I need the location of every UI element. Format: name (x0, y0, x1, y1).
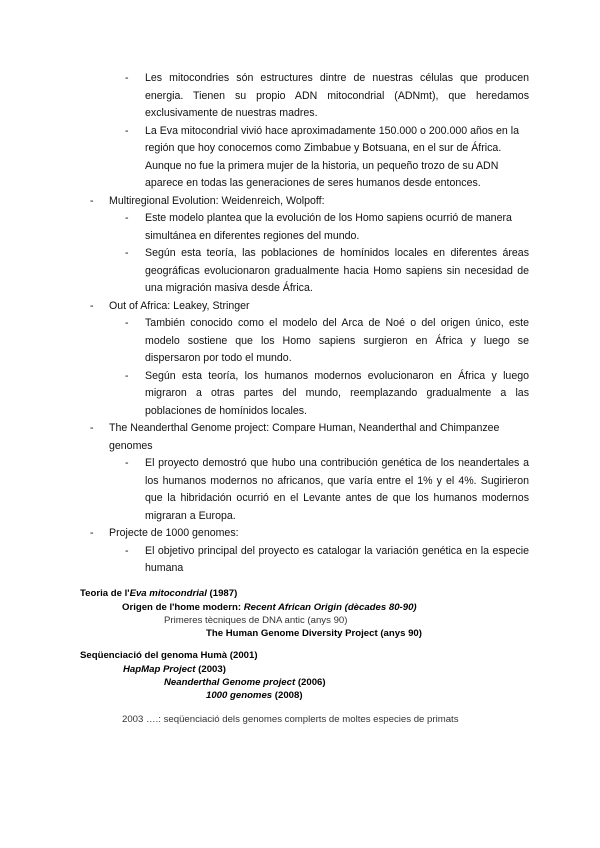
dash-bullet: - (90, 422, 94, 434)
dash-bullet: - (125, 72, 129, 84)
dash-bullet: - (125, 317, 129, 329)
dash-bullet: - (90, 194, 94, 207)
dash-bullet: - (125, 247, 129, 259)
list-item-text: Este modelo plantea que la evolución de los Homo sapiens ocurrió de manera simultánea en diferentes regiones del mundo. (145, 212, 512, 242)
list-item (0, 525, 600, 543)
dash-bullet: - (90, 527, 94, 539)
dash-bullet: - (90, 299, 94, 312)
list-item (0, 315, 600, 368)
list-item (0, 193, 600, 211)
dash-bullet: - (125, 457, 129, 469)
list-item-text: Según esta teoría, los humanos modernos evolucionaron en África y luego migraron a otras partes del mundo, reemplazando gradualmente a las poblaciones de homínidos locales. (145, 369, 529, 417)
dash-bullet: - (125, 369, 129, 382)
list-item (0, 123, 600, 193)
list-item (0, 70, 600, 123)
dash-bullet: - (125, 124, 129, 137)
list-item-text: El objetivo principal del proyecto es catalogar la variación genética en la especie humana (145, 544, 529, 574)
figure-line-1000-genomes: 1000 genomes (2008) (206, 690, 303, 701)
list-item (0, 420, 600, 455)
list-item-text: También conocido como el modelo del Arca de Noé o del origen único, este modelo sostiene que los Homo sapiens surgieron en África y luego se dispersaron por todo el mundo. (145, 317, 529, 364)
figure-line-neanderthal: Neanderthal Genome project (2006) (164, 677, 326, 688)
list-item (0, 245, 600, 298)
figure-line-primates: 2003 ….: seqüenciació dels genomes complerts de moltes especies de primats (122, 714, 459, 725)
list-heading: The Neanderthal Genome project: Compare Human, Neanderthal and Chimpanzee genomes (109, 422, 500, 452)
bullet-list (0, 70, 600, 578)
figure-line-hapmap: HapMap Project (2003) (123, 664, 226, 675)
list-item (0, 368, 600, 421)
list-heading: Out of Africa: Leakey, Stringer (109, 299, 250, 312)
dash-bullet: - (125, 212, 129, 224)
list-heading: Multiregional Evolution: Weidenreich, Wolpoff: (109, 194, 325, 207)
list-item-text: Según esta teoría, las poblaciones de homínidos locales en diferentes áreas geográficas evolucionaron gradualmente hacia Homo sapiens sin necesidad de una migración masiva desde África. (145, 247, 529, 294)
list-item-text: El proyecto demostró que hubo una contribución genética de los neandertales a los humanos modernos no africanos, que varía entre el 1% y el 4%. Sugirieron que la hibridación ocurrió en el Levante antes de que los humanos modernos migraran a Europa. (145, 457, 529, 522)
list-heading: Projecte de 1000 genomes: (109, 527, 239, 539)
figure-line-human-genome: Seqüenciació del genoma Humà (2001) (80, 650, 258, 661)
list-item (0, 543, 600, 578)
list-item-text: Les mitocondries són estructures dintre de nuestras células que producen energia. Tienen su propio ADN mitocondrial (ADNmt), que heredamos exclusivamente de nuestras madres. (145, 72, 529, 119)
list-item (0, 455, 600, 525)
figure-line-hgdp: The Human Genome Diversity Project (anys 90) (206, 628, 422, 639)
list-item (0, 210, 600, 245)
dash-bullet: - (125, 544, 129, 557)
figure-line-eva: Teoria de l'Eva mitocondrial (1987) (80, 588, 238, 599)
figure-line-ancient-dna: Primeres tècniques de DNA antic (anys 90) (164, 615, 348, 626)
figure-line-origin: Origen de l'home modern: Recent African Origin (dècades 80-90) (122, 602, 417, 613)
list-item (0, 298, 600, 316)
list-item-text: La Eva mitocondrial vivió hace aproximadamente 150.000 o 200.000 años en la región que hoy conocemos como Zimbabue y Botsuana, en el sur de África. Aunque no fue la primera mujer de la historia, un pequeño trozo de su ADN aparece en todas las generaciones de seres humanos desde entonces. (145, 124, 519, 189)
